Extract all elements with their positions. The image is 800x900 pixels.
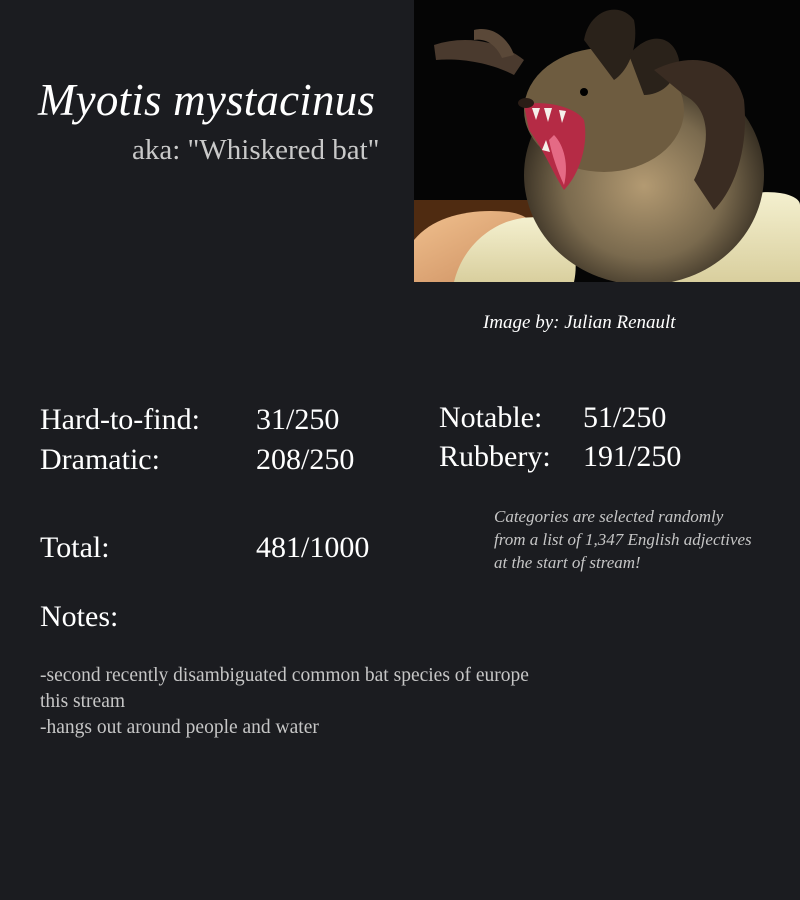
species-scientific-name: Myotis mystacinus (38, 75, 376, 125)
stat-value-hard-to-find: 31/250 (256, 403, 340, 436)
stat-value-dramatic: 208/250 (256, 443, 355, 476)
notes-heading: Notes: (40, 600, 119, 633)
stat-value-notable: 51/250 (583, 401, 667, 434)
note-line: -hangs out around people and water (40, 717, 319, 738)
categories-note: Categories are selected randomly from a list of 1,347 English adjectives at the start of stream! (494, 507, 752, 572)
stat-label-total: Total: (40, 531, 110, 564)
notes-body (40, 663, 540, 741)
stat-label-hard-to-find: Hard-to-find: (40, 403, 200, 436)
stat-value-rubbery: 191/250 (583, 440, 682, 473)
stat-label-rubbery: Rubbery: (439, 440, 551, 473)
bat-photo (414, 0, 800, 282)
stat-value-total: 481/1000 (256, 531, 370, 564)
species-common-name: aka: "Whiskered bat" (132, 134, 380, 166)
stat-label-dramatic: Dramatic: (40, 443, 160, 476)
note-line: -second recently disambiguated common bat species of europe this stream (40, 665, 534, 712)
photo-credit: Image by: Julian Renault (483, 312, 676, 333)
stat-label-notable: Notable: (439, 401, 543, 434)
